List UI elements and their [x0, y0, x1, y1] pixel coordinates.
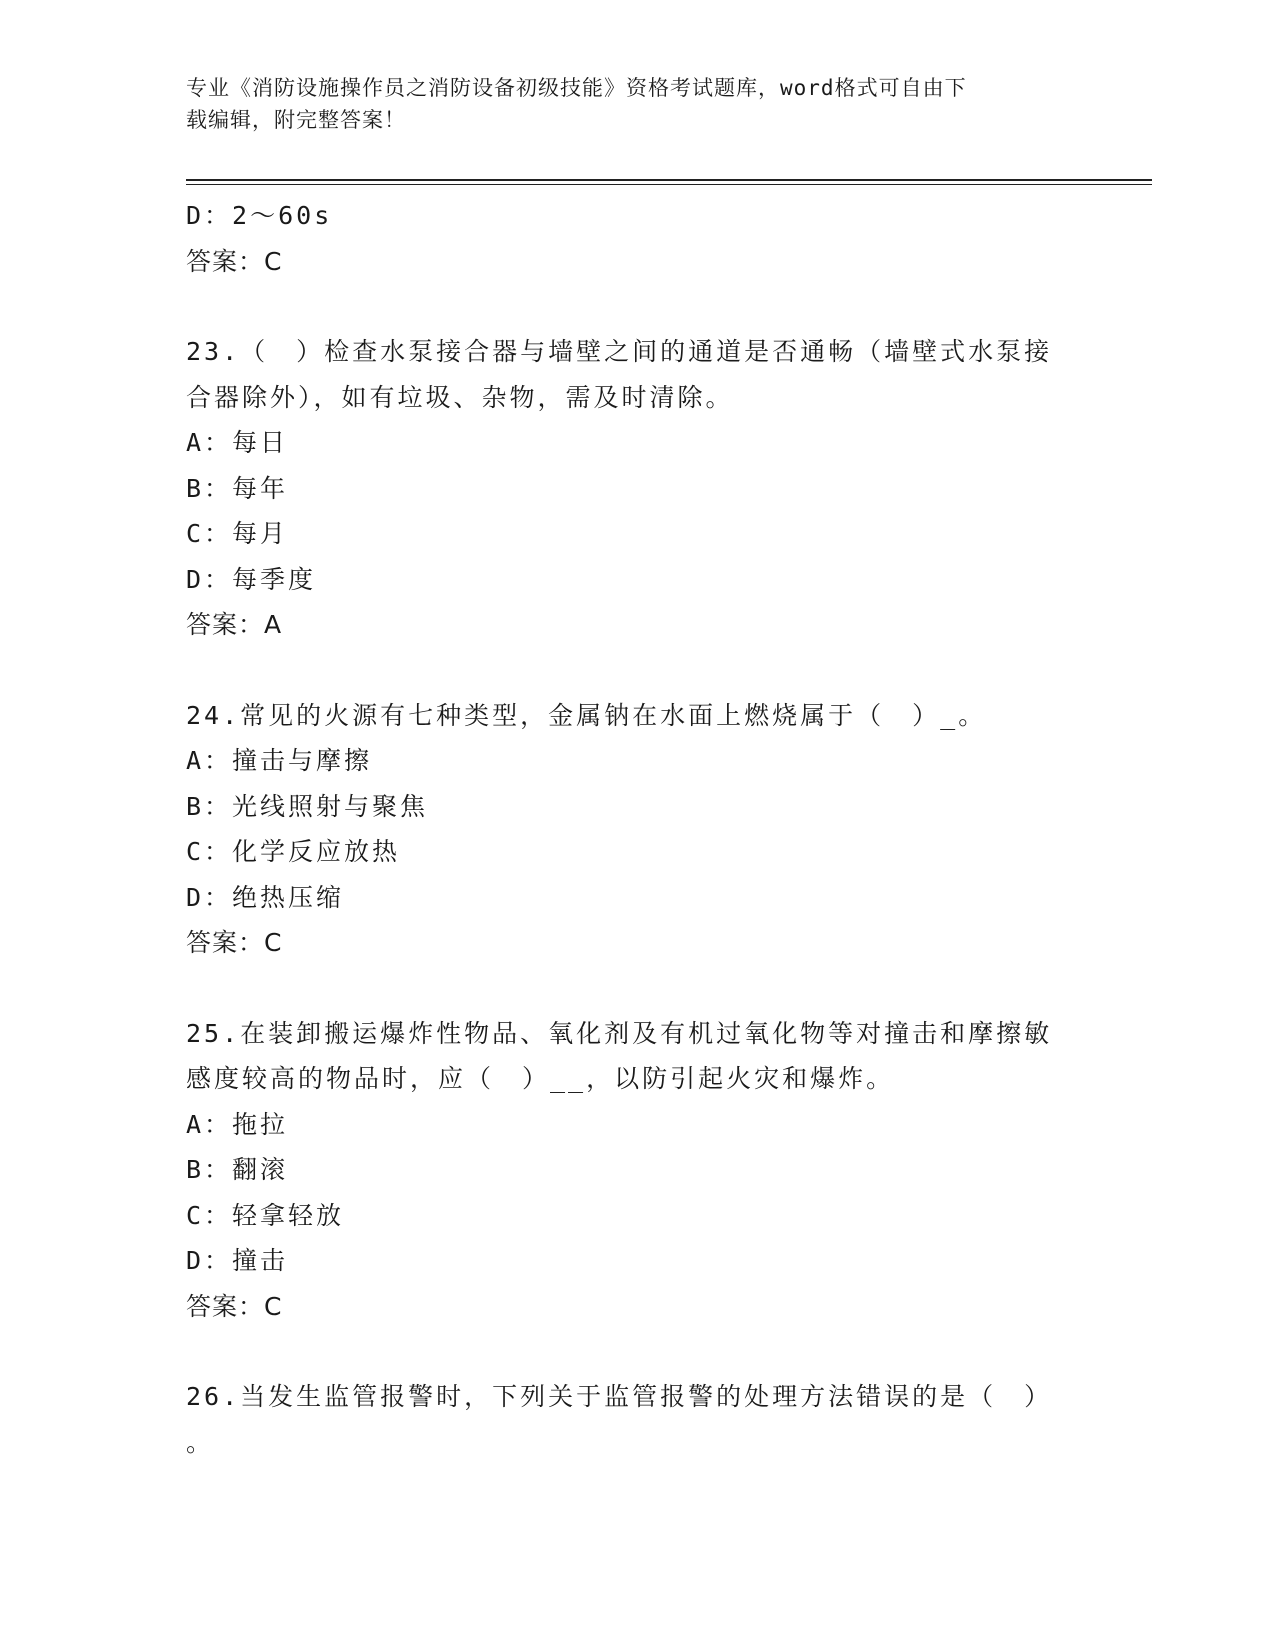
question-25: [186, 1011, 1086, 1330]
answer: 答案：A: [186, 610, 283, 639]
question-stem: 23.（ ）检查水泵接合器与墙壁之间的通道是否通畅（墙壁式水泵接: [186, 337, 1053, 366]
option-c: C：每月: [186, 519, 289, 548]
option-a: A：撞击与摩擦: [186, 746, 373, 775]
spacer: [186, 966, 1086, 1011]
question-23: [186, 329, 1086, 648]
question-stem-continued: 合器除外），如有垃圾、杂物，需及时清除。: [186, 382, 734, 412]
header-divider-thin: [186, 184, 1152, 185]
option-c: C：轻拿轻放: [186, 1200, 345, 1230]
document-header: [186, 72, 1086, 136]
option-d: D：2～60s: [186, 201, 333, 230]
question-stem-continued: 感度较高的物品时，应（ ）__，以防引起火灾和爆炸。: [186, 1064, 895, 1093]
header-divider-thick: [186, 179, 1152, 181]
spacer: [186, 1329, 1086, 1374]
option-d: D：撞击: [186, 1246, 289, 1275]
option-c: C：化学反应放热: [186, 837, 401, 866]
question-stem: 26.当发生监管报警时，下列关于监管报警的处理方法错误的是（ ）: [186, 1382, 1053, 1411]
option-a: A：每日: [186, 428, 289, 457]
question-24: [186, 693, 1086, 966]
answer: 答案：C: [186, 246, 283, 276]
option-d: D：每季度: [186, 564, 317, 594]
spacer: [186, 648, 1086, 693]
header-line-2: 载编辑，附完整答案！: [186, 108, 406, 132]
option-b: B：光线照射与聚焦: [186, 791, 429, 821]
question-26: [186, 1374, 1086, 1465]
option-d: D：绝热压缩: [186, 882, 345, 912]
question-stem-continued: 。: [186, 1427, 215, 1457]
question-stem: 25.在装卸搬运爆炸性物品、氧化剂及有机过氧化物等对撞击和摩擦敏: [186, 1018, 1053, 1048]
answer: 答案：C: [186, 1291, 283, 1321]
option-a: A：拖拉: [186, 1109, 289, 1139]
answer: 答案：C: [186, 928, 283, 957]
option-b: B：每年: [186, 473, 289, 503]
option-b: B：翻滚: [186, 1155, 289, 1184]
question-stem: 24.常见的火源有七种类型，金属钠在水面上燃烧属于（ ）_。: [186, 700, 987, 730]
header-line-1: 专业《消防设施操作员之消防设备初级技能》资格考试题库，word格式可自由下: [186, 76, 967, 100]
question-list: [186, 193, 1086, 1465]
spacer: [186, 284, 1086, 329]
